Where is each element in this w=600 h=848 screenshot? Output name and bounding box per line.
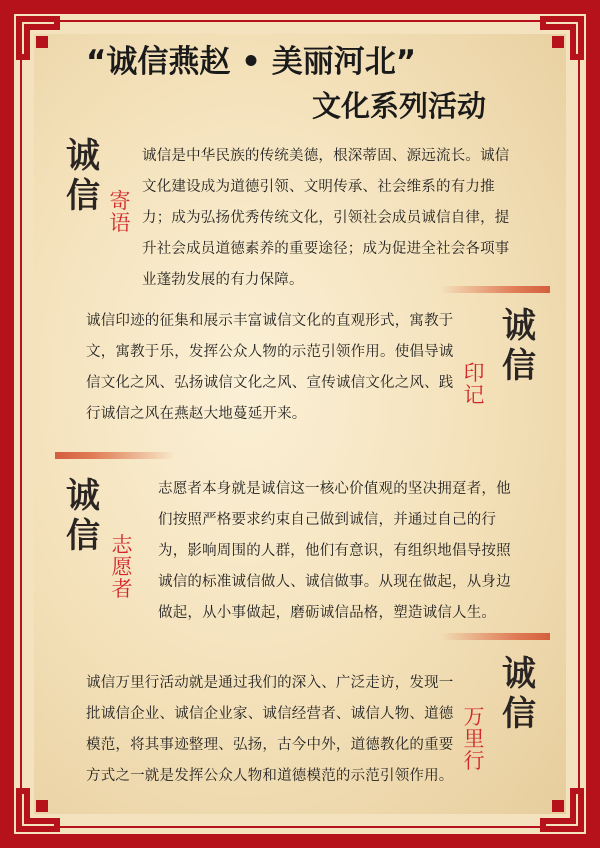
corner-ornament-icon (14, 774, 74, 834)
section-4-red-label: 万 里 行 (463, 705, 485, 773)
section-1-big-label: 诚 信 (66, 136, 100, 216)
page-subtitle: 文化系列活动 (312, 89, 487, 123)
section-4-big-label: 诚 信 (502, 654, 536, 734)
corner-ornament-icon (14, 14, 74, 74)
section-3-body: 志愿者本身就是诚信这一核心价值观的坚决拥趸者，他们按照严格要求约束自己做到诚信，并通过自己的行为，影响周围的人群，他们有意识，有组织地倡导按照诚信的标准诚信做人、诚信做事。从现在做起，从身边做起，从小事做起，磨砺诚信品格，塑造诚信人生。 (158, 481, 511, 621)
page-title: “诚信燕赵 • 美丽河北” (86, 44, 417, 80)
section-1-red-label: 寄 语 (109, 189, 131, 235)
section-3-big-label: 诚 信 (66, 476, 100, 556)
corner-ornament-icon (526, 774, 586, 834)
section-1-body: 诚信是中华民族的传统美德，根深蒂固、源远流长。诚信文化建设成为道德引领、文明传承、社会维系的有力推力；成为弘扬优秀传统文化，引领社会成员诚信自律，提升社会成员道德素养的重要途径；成为促进全社会各项事业蓬勃发展的有力保障。 (142, 148, 510, 288)
section-2-red-label: 印 记 (463, 361, 485, 407)
divider-strip (55, 452, 175, 459)
divider-strip (440, 286, 550, 293)
section-2-big-label: 诚 信 (502, 306, 536, 386)
corner-ornament-icon (526, 14, 586, 74)
divider-strip (440, 633, 550, 640)
section-2-body: 诚信印迹的征集和展示丰富诚信文化的直观形式，寓教于文，寓教于乐，发挥公众人物的示范引领作用。使倡导诚信文化之风、弘扬诚信文化之风、宣传诚信文化之风、践行诚信之风在燕赵大地蔓延开来。 (86, 313, 454, 422)
section-4-body: 诚信万里行活动就是通过我们的深入、广泛走访，发现一批诚信企业、诚信企业家、诚信经营者、诚信人物、道德模范，将其事迹整理、弘扬，古今中外，道德教化的重要方式之一就是发挥公众人物和道德模范的示范引领作用。 (86, 675, 454, 784)
section-3-red-label: 志 愿 者 (111, 533, 133, 601)
